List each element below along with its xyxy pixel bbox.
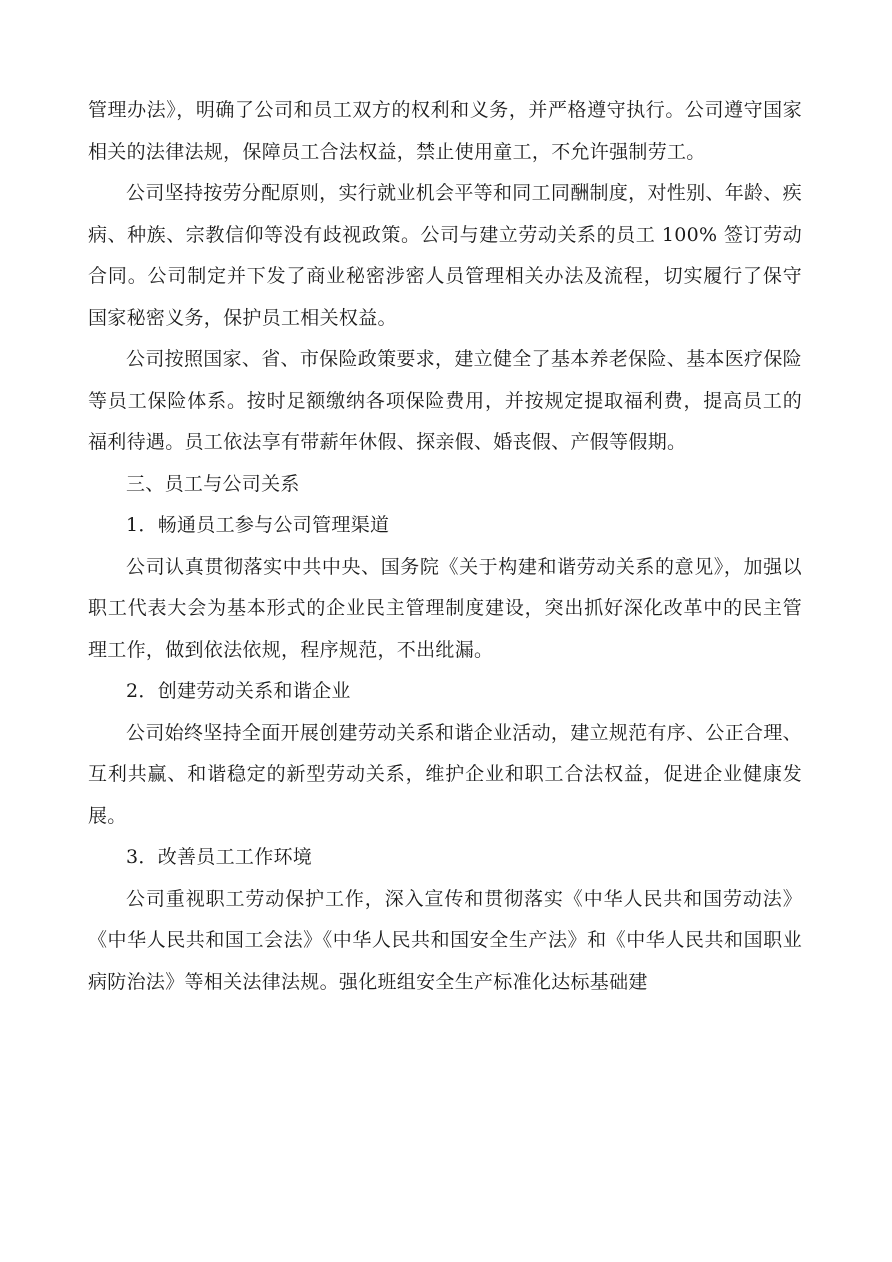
section-heading: 三、员工与公司关系 [126,472,300,495]
paragraph-6: 公司重视职工劳动保护工作，深入宣传和贯彻落实《中华人民共和国劳动法》《中华人民共和国工会法》《中华人民共和国安全生产法》和《中华人民共和国职业病防治法》等相关法律法规。强化班组安全生产标准化达标基础建 [88,887,802,993]
paragraph-1: 管理办法》，明确了公司和员工双方的权利和义务，并严格遵守执行。公司遵守国家相关的法律法规，保障员工合法权益，禁止使用童工，不允许强制劳工。 [88,99,802,163]
paragraph-2: 公司坚持按劳分配原则，实行就业机会平等和同工同酬制度，对性别、年龄、疾病、种族、宗教信仰等没有歧视政策。公司与建立劳动关系的员工 100% 签订劳动合同。公司制定并下发了商业秘密涉密人员管理相关办法及流程，切实履行了保守国家秘密义务，保护员工相关权益。 [88,182,802,329]
subheading-1: 1．畅通员工参与公司管理渠道 [126,514,390,536]
paragraph-3: 公司按照国家、省、市保险政策要求，建立健全了基本养老保险、基本医疗保险等员工保险体系。按时足额缴纳各项保险费用，并按规定提取福利费，提高员工的福利待遇。员工依法享有带薪年休假、探亲假、婚丧假、产假等假期。 [88,348,802,453]
paragraph-4: 公司认真贯彻落实中共中央、国务院《关于构建和谐劳动关系的意见》，加强以职工代表大会为基本形式的企业民主管理制度建设，突出抓好深化改革中的民主管理工作，做到依法依规，程序规范，不出纰漏。 [88,555,802,661]
document-body [88,90,802,1003]
paragraph-5: 公司始终坚持全面开展创建劳动关系和谐企业活动，建立规范有序、公正合理、互利共赢、和谐稳定的新型劳动关系，维护企业和职工合法权益，促进企业健康发展。 [88,721,802,827]
subheading-2: 2．创建劳动关系和谐企业 [126,680,351,702]
subheading-3: 3．改善员工工作环境 [126,846,313,868]
